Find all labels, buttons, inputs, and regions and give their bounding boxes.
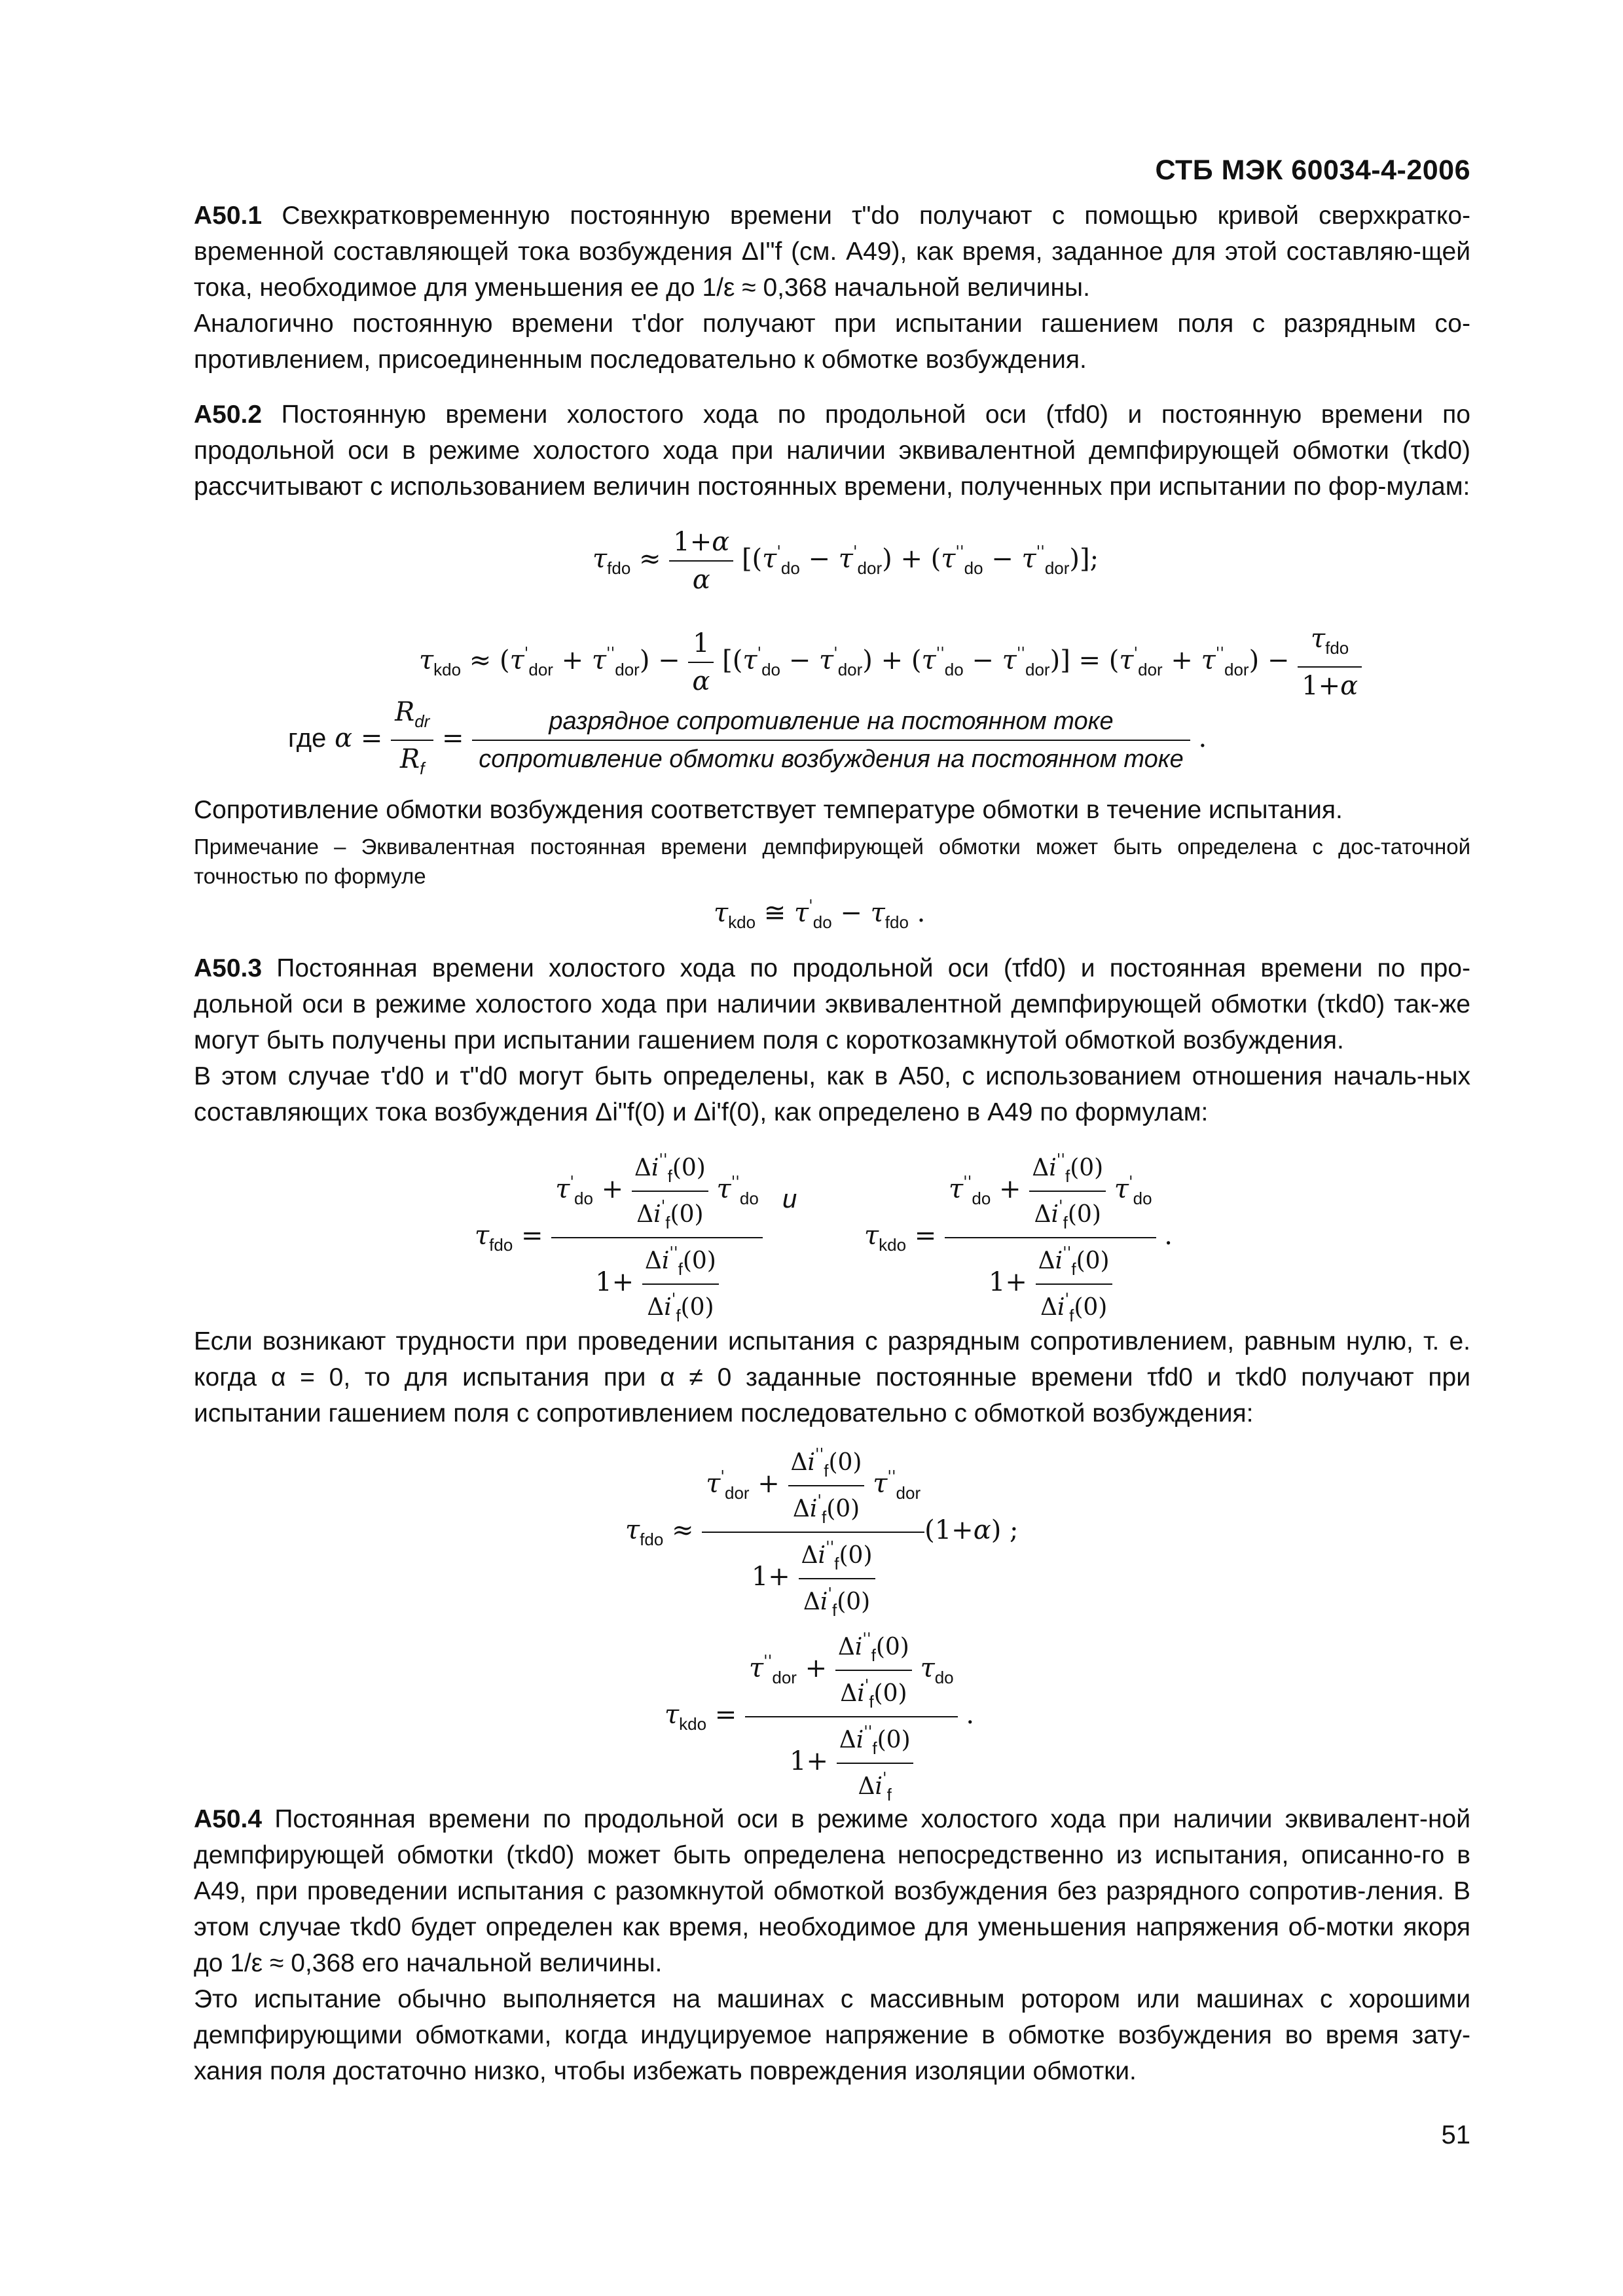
- paragraph: Сопротивление обмотки возбуждения соответствует температуре обмотки в течение испытания.: [194, 796, 1343, 824]
- section-a50-4: [194, 1801, 1470, 2089]
- section-a50-2-continued: [194, 792, 1470, 891]
- section-a50-1: [194, 198, 1470, 378]
- section-number: А50.1: [194, 202, 263, 230]
- section-a50-3: [194, 950, 1470, 1130]
- note: Примечание – Эквивалентная постоянная времени демпфирующей обмотки может быть определена с дос-таточной точностью по формуле: [194, 834, 1470, 888]
- document-id-header: СТБ МЭК 60034-4-2006: [1155, 154, 1470, 186]
- paragraph: В этом случае τ'd0 и τ"d0 могут быть определены, как в А50, с использованием отношения началь-ных составляющих тока возбуждения Δi"f(0) и Δi'f(0), как определено в А49 по формулам:: [194, 1062, 1470, 1126]
- paragraph: Постоянная времени по продольной оси в режиме холостого хода при наличии эквивалент-ной демпфирующей обмотки (τkd0) может быть определена непосредственно из испытания, описанно-го в А49, при проведении испытания с разомкнутой обмоткой возбуждения без разрядного сопротив-ления. В этом случае τkd0 будет определен как время, необходимое для уменьшения напряжения об-мотки якоря до 1/ε ≈ 0,368 его начальной величины.: [194, 1805, 1470, 1977]
- alpha-numerator-text: разрядное сопротивление на постоянном токе: [472, 703, 1190, 741]
- formula-tau-kdo-series: $\tau_{kdo}$ = $\tau''_{dor}$ + $\frac{\Delta i''_f(0)}{\Delta i'_f(0)}$ $\tau_{do}$ 1+ $\frac{\Delta i''_f(0)}{\Delta i'_f}$ .: [665, 1624, 974, 1809]
- paragraph: Свехкратковременную постоянную времени τ"do получают с помощью кривой сверхкратко-временной составляющей тока возбуждения ΔI"f (см. А49), как время, заданное для этой составляю-щей тока, необходимое для уменьшения ее до 1/ε ≈ 0,368 начальной величины.: [194, 202, 1470, 302]
- where-label: где: [288, 724, 327, 753]
- paragraph: Если возникают трудности при проведении испытания с разрядным сопротивлением, равным нулю, т. е. когда α = 0, то для испытания при α ≠ 0 заданные постоянные времени τfd0 и τkd0 получают при испытании гашением поля с сопротивлением последовательно с обмоткой возбуждения:: [194, 1327, 1470, 1427]
- formula-tau-kdo-ratio: $\tau_{kdo}$ = $\tau''_{do}$ + $\frac{\Delta i''_f(0)}{\Delta i'_f(0)}$ $\tau'_{do}$ 1+ $\frac{\Delta i''_f(0)}{\Delta i'_f(0)}$ .: [864, 1145, 1173, 1330]
- section-number: А50.4: [194, 1805, 263, 1833]
- conjunction: и: [782, 1185, 797, 1213]
- section-number: А50.2: [194, 401, 263, 429]
- formula-alpha-definition: где α = $\frac{R_{dr}}{R_f}$ = $\frac{\text{разрядное сопротивление на постоянном токе}}{\text{сопротивление обмотки возбуждения на постоянном токе}}$ .: [288, 694, 1207, 787]
- section-a50-3-continued: [194, 1323, 1470, 1431]
- section-number: А50.3: [194, 954, 263, 982]
- page-number: 51: [1441, 2121, 1470, 2149]
- formula-tau-fdo-series: $\tau_{fdo}$ ≈ $\tau'_{dor}$ + $\frac{\Delta i''_f(0)}{\Delta i'_f(0)}$ $\tau''_{dor}$ 1+ $\frac{\Delta i''_f(0)}{\Delta i'_f(0)}$ (1+α) ;: [625, 1440, 1019, 1624]
- formula-note-tau-kdo: $\tau_{kdo}$ ≅ $\tau'_{do} - \tau_{fdo}$ .: [714, 897, 926, 932]
- paragraph: Постоянную времени холостого хода по продольной оси (τfd0) и постоянную времени по продольной оси в режиме холостого хода при наличии эквивалентной демпфирующей обмотки (τkd0) рассчитывают с использованием величин постоянных времени, полученных при испытании по фор-мулам:: [194, 401, 1470, 501]
- formula-tau-fdo-ratio: $\tau_{fdo}$ = $\tau'_{do}$ + $\frac{\Delta i''_f(0)}{\Delta i'_f(0)}$ $\tau''_{do}$ 1+ $\frac{\Delta i''_f(0)}{\Delta i'_f(0)}$: [475, 1145, 763, 1330]
- formula-tau-kdo: $\tau_{kdo} \approx (\tau'_{dor} + \tau''_{dor})$ − $\frac{1}{\alpha}$ $[(\tau'_{do} - \tau'_{dor}) + (\tau''_{do} - \tau''_{dor})] = (\tau'_{dor} + \tau''_{dor})$ − $\frac{\tau_{fdo}}{1+\alpha}$: [419, 620, 1362, 704]
- alpha-denominator-text: сопротивление обмотки возбуждения на постоянном токе: [479, 745, 1184, 773]
- paragraph: Постоянная времени холостого хода по продольной оси (τfd0) и постоянная времени по про-дольной оси в режиме холостого хода при наличии эквивалентной демпфирующей обмотки (τkd0) так-же могут быть получены при испытании гашением поля с короткозамкнутой обмоткой возбуждения.: [194, 954, 1470, 1054]
- section-a50-2: [194, 397, 1470, 505]
- paragraph: Это испытание обычно выполняется на машинах с массивным ротором или машинах с хорошими демпфирующими обмотками, когда индуцируемое напряжение в обмотке возбуждения во время зату-хания поля достаточно низко, чтобы избежать повреждения изоляции обмотки.: [194, 1985, 1470, 2085]
- formula-tau-fdo: $\tau_{fdo}$ ≈ $\frac{1+\alpha}{\alpha}$ $[(\tau'_{do} - \tau'_{dor}) + (\tau''_{do} - \tau''_{dor})]$;: [593, 524, 1099, 598]
- paragraph: Аналогично постоянную времени τ'dor получают при испытании гашением поля с разрядным со-противлением, присоединенным последовательно к обмотке возбуждения.: [194, 310, 1470, 374]
